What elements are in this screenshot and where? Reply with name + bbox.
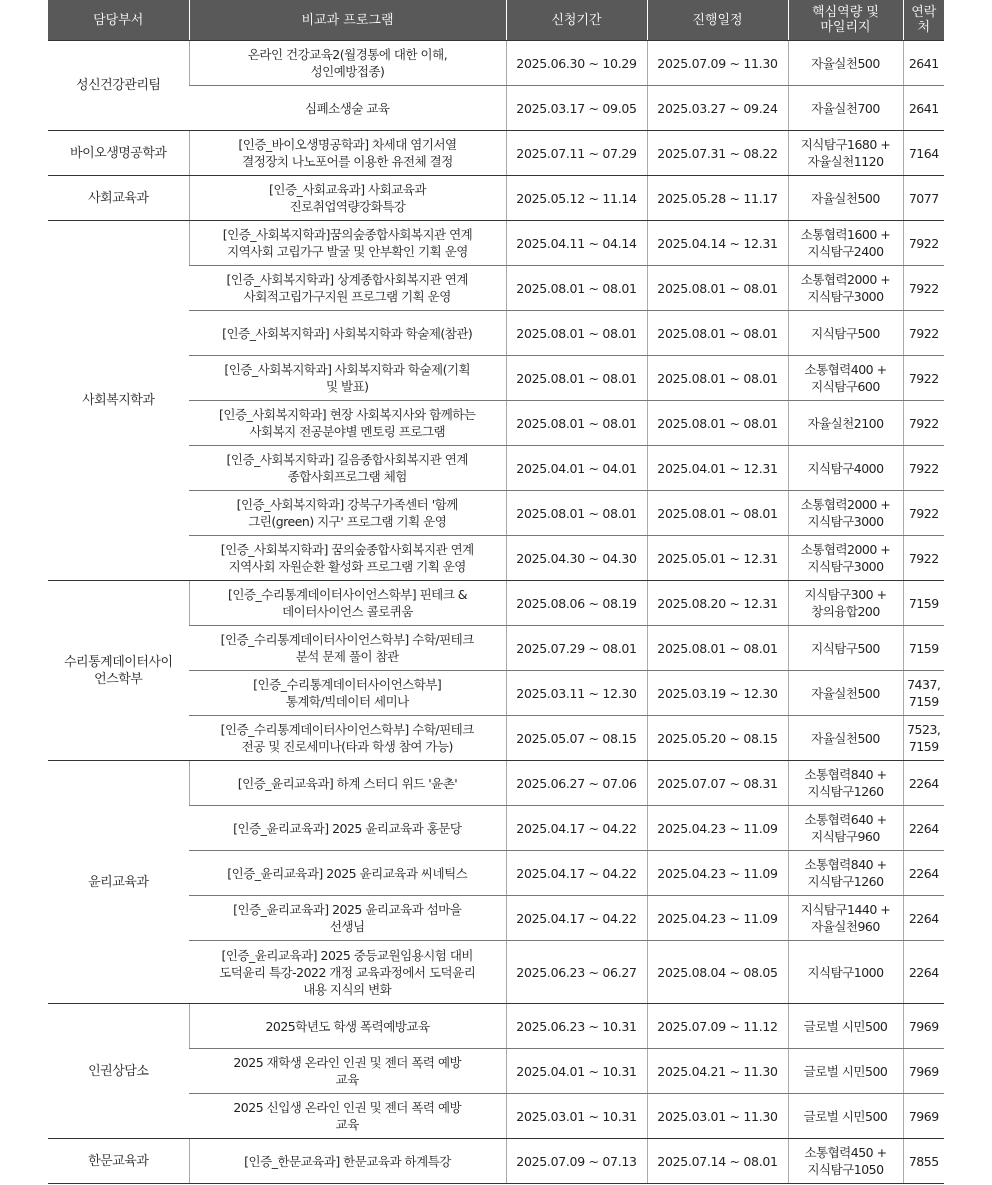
mileage-cell: 소통협력840 + 지식탐구1260 xyxy=(788,851,903,896)
dept-cell: 인권상담소 xyxy=(48,1004,189,1139)
program-cell: [인증_사회복지학과] 현장 사회복지사와 함께하는 사회복지 전공분야별 멘토링 프로그램 xyxy=(189,401,506,446)
program-cell: [인증_한문교육과] 한문교육과 하계특강 xyxy=(189,1139,506,1184)
program-cell: [인증_윤리교육과] 2025 윤리교육과 섬마을 선생님 xyxy=(189,896,506,941)
program-cell: [인증_사회복지학과] 길음종합사회복지관 연계 종합사회프로그램 체험 xyxy=(189,446,506,491)
apply-period-cell: 2025.07.29 ~ 08.01 xyxy=(506,626,647,671)
table-body xyxy=(48,41,944,1184)
contact-cell: 2264 xyxy=(903,896,944,941)
program-table xyxy=(48,0,944,1184)
program-cell: [인증_수리통계데이터사이언스학부] 통계학/빅데이터 세미나 xyxy=(189,671,506,716)
apply-period-cell: 2025.04.17 ~ 04.22 xyxy=(506,806,647,851)
dept-cell: 성신건강관리팀 xyxy=(48,41,189,131)
apply-period-cell: 2025.08.01 ~ 08.01 xyxy=(506,356,647,401)
program-cell: [인증_사회복지학과] 강북구가족센터 '함께 그린(green) 지구' 프로그램 기획 운영 xyxy=(189,491,506,536)
mileage-cell: 소통협력840 + 지식탐구1260 xyxy=(788,761,903,806)
apply-period-cell: 2025.04.17 ~ 04.22 xyxy=(506,896,647,941)
dept-cell: 바이오생명공학과 xyxy=(48,131,189,176)
schedule-cell: 2025.08.04 ~ 08.05 xyxy=(647,941,788,1004)
table-row xyxy=(48,221,944,266)
mileage-cell: 자율실천500 xyxy=(788,176,903,221)
contact-cell: 2264 xyxy=(903,761,944,806)
header-contact: 연락처 xyxy=(903,0,944,41)
mileage-cell: 자율실천500 xyxy=(788,716,903,761)
mileage-cell: 글로벌 시민500 xyxy=(788,1004,903,1049)
mileage-cell: 지식탐구500 xyxy=(788,626,903,671)
contact-cell: 2264 xyxy=(903,851,944,896)
dept-cell: 윤리교육과 xyxy=(48,761,189,1004)
apply-period-cell: 2025.08.01 ~ 08.01 xyxy=(506,266,647,311)
contact-cell: 7922 xyxy=(903,446,944,491)
program-cell: 2025 재학생 온라인 인권 및 젠더 폭력 예방 교육 xyxy=(189,1049,506,1094)
contact-cell: 7523, 7159 xyxy=(903,716,944,761)
contact-cell: 7077 xyxy=(903,176,944,221)
program-cell: [인증_윤리교육과] 2025 윤리교육과 씨네틱스 xyxy=(189,851,506,896)
schedule-cell: 2025.03.27 ~ 09.24 xyxy=(647,86,788,131)
apply-period-cell: 2025.06.23 ~ 06.27 xyxy=(506,941,647,1004)
schedule-cell: 2025.08.01 ~ 08.01 xyxy=(647,266,788,311)
mileage-cell: 소통협력2000 + 지식탐구3000 xyxy=(788,266,903,311)
schedule-cell: 2025.04.23 ~ 11.09 xyxy=(647,806,788,851)
program-cell: 2025학년도 학생 폭력예방교육 xyxy=(189,1004,506,1049)
mileage-cell: 자율실천500 xyxy=(788,671,903,716)
contact-cell: 7855 xyxy=(903,1139,944,1184)
apply-period-cell: 2025.06.30 ~ 10.29 xyxy=(506,41,647,86)
dept-cell: 수리통계데이터사이 언스학부 xyxy=(48,581,189,761)
contact-cell: 2264 xyxy=(903,806,944,851)
schedule-cell: 2025.08.01 ~ 08.01 xyxy=(647,311,788,356)
apply-period-cell: 2025.06.23 ~ 10.31 xyxy=(506,1004,647,1049)
mileage-cell: 소통협력1600 + 지식탐구2400 xyxy=(788,221,903,266)
apply-period-cell: 2025.03.01 ~ 10.31 xyxy=(506,1094,647,1139)
apply-period-cell: 2025.04.30 ~ 04.30 xyxy=(506,536,647,581)
header-schedule: 진행일정 xyxy=(647,0,788,41)
program-cell: [인증_바이오생명공학과] 차세대 염기서열 결정장치 나노포어를 이용한 유전체 결정 xyxy=(189,131,506,176)
apply-period-cell: 2025.08.01 ~ 08.01 xyxy=(506,491,647,536)
apply-period-cell: 2025.03.11 ~ 12.30 xyxy=(506,671,647,716)
mileage-cell: 지식탐구1000 xyxy=(788,941,903,1004)
mileage-cell: 지식탐구1680 + 자율실천1120 xyxy=(788,131,903,176)
contact-cell: 7922 xyxy=(903,311,944,356)
apply-period-cell: 2025.07.09 ~ 07.13 xyxy=(506,1139,647,1184)
table-row xyxy=(48,581,944,626)
program-cell: [인증_수리통계데이터사이언스학부] 수학/핀테크 전공 및 진로세미나(타과 학생 참여 가능) xyxy=(189,716,506,761)
contact-cell: 7922 xyxy=(903,401,944,446)
apply-period-cell: 2025.04.11 ~ 04.14 xyxy=(506,221,647,266)
program-cell: [인증_윤리교육과] 2025 중등교원임용시험 대비 도덕윤리 특강-2022 개정 교육과정에서 도덕윤리 내용 지식의 변화 xyxy=(189,941,506,1004)
apply-period-cell: 2025.05.07 ~ 08.15 xyxy=(506,716,647,761)
contact-cell: 7922 xyxy=(903,221,944,266)
contact-cell: 7164 xyxy=(903,131,944,176)
dept-cell: 사회교육과 xyxy=(48,176,189,221)
table-row xyxy=(48,1139,944,1184)
schedule-cell: 2025.07.07 ~ 08.31 xyxy=(647,761,788,806)
mileage-cell: 지식탐구300 + 창의융합200 xyxy=(788,581,903,626)
schedule-cell: 2025.07.09 ~ 11.30 xyxy=(647,41,788,86)
program-cell: 2025 신입생 온라인 인권 및 젠더 폭력 예방 교육 xyxy=(189,1094,506,1139)
table-row xyxy=(48,176,944,221)
contact-cell: 2264 xyxy=(903,941,944,1004)
dept-cell: 한문교육과 xyxy=(48,1139,189,1184)
mileage-cell: 지식탐구500 xyxy=(788,311,903,356)
contact-cell: 7922 xyxy=(903,356,944,401)
header-apply-period: 신청기간 xyxy=(506,0,647,41)
schedule-cell: 2025.08.20 ~ 12.31 xyxy=(647,581,788,626)
mileage-cell: 소통협력400 + 지식탐구600 xyxy=(788,356,903,401)
schedule-cell: 2025.03.19 ~ 12.30 xyxy=(647,671,788,716)
program-cell: [인증_수리통계데이터사이언스학부] 핀테크 & 데이터사이언스 콜로퀴움 xyxy=(189,581,506,626)
schedule-cell: 2025.04.23 ~ 11.09 xyxy=(647,896,788,941)
mileage-cell: 자율실천500 xyxy=(788,41,903,86)
program-cell: [인증_수리통계데이터사이언스학부] 수학/핀테크 분석 문제 풀이 참관 xyxy=(189,626,506,671)
apply-period-cell: 2025.08.06 ~ 08.19 xyxy=(506,581,647,626)
contact-cell: 7922 xyxy=(903,491,944,536)
contact-cell: 2641 xyxy=(903,41,944,86)
apply-period-cell: 2025.04.17 ~ 04.22 xyxy=(506,851,647,896)
schedule-cell: 2025.08.01 ~ 08.01 xyxy=(647,491,788,536)
program-cell: [인증_사회복지학과] 상계종합사회복지관 연계 사회적고립가구지원 프로그램 기획 운영 xyxy=(189,266,506,311)
apply-period-cell: 2025.04.01 ~ 04.01 xyxy=(506,446,647,491)
contact-cell: 7969 xyxy=(903,1094,944,1139)
header-mileage: 핵심역량 및 마일리지 xyxy=(788,0,903,41)
contact-cell: 7159 xyxy=(903,581,944,626)
mileage-cell: 지식탐구4000 xyxy=(788,446,903,491)
contact-cell: 7159 xyxy=(903,626,944,671)
schedule-cell: 2025.07.09 ~ 11.12 xyxy=(647,1004,788,1049)
mileage-cell: 소통협력450 + 지식탐구1050 xyxy=(788,1139,903,1184)
mileage-cell: 지식탐구1440 + 자율실천960 xyxy=(788,896,903,941)
contact-cell: 7922 xyxy=(903,536,944,581)
program-cell: [인증_사회복지학과] 꿈의숲종합사회복지관 연계 지역사회 자원순환 활성화 프로그램 기획 운영 xyxy=(189,536,506,581)
mileage-cell: 글로벌 시민500 xyxy=(788,1094,903,1139)
contact-cell: 7922 xyxy=(903,266,944,311)
table-row xyxy=(48,131,944,176)
mileage-cell: 자율실천2100 xyxy=(788,401,903,446)
contact-cell: 7437, 7159 xyxy=(903,671,944,716)
contact-cell: 7969 xyxy=(903,1004,944,1049)
program-cell: [인증_사회복지학과]꿈의숲종합사회복지관 연계 지역사회 고립가구 발굴 및 안부확인 기획 운영 xyxy=(189,221,506,266)
table-row xyxy=(48,41,944,86)
apply-period-cell: 2025.07.11 ~ 07.29 xyxy=(506,131,647,176)
schedule-cell: 2025.04.01 ~ 12.31 xyxy=(647,446,788,491)
program-cell: 온라인 건강교육2(월경통에 대한 이해, 성인예방접종) xyxy=(189,41,506,86)
schedule-cell: 2025.07.31 ~ 08.22 xyxy=(647,131,788,176)
program-cell: [인증_사회복지학과] 사회복지학과 학술제(참관) xyxy=(189,311,506,356)
apply-period-cell: 2025.05.12 ~ 11.14 xyxy=(506,176,647,221)
table-row xyxy=(48,761,944,806)
apply-period-cell: 2025.03.17 ~ 09.05 xyxy=(506,86,647,131)
dept-cell: 사회복지학과 xyxy=(48,221,189,581)
contact-cell: 2641 xyxy=(903,86,944,131)
program-cell: [인증_사회교육과] 사회교육과 진로취업역량강화특강 xyxy=(189,176,506,221)
contact-cell: 7969 xyxy=(903,1049,944,1094)
mileage-cell: 글로벌 시민500 xyxy=(788,1049,903,1094)
apply-period-cell: 2025.06.27 ~ 07.06 xyxy=(506,761,647,806)
program-cell: 심폐소생술 교육 xyxy=(189,86,506,131)
schedule-cell: 2025.04.21 ~ 11.30 xyxy=(647,1049,788,1094)
program-cell: [인증_사회복지학과] 사회복지학과 학술제(기획 및 발표) xyxy=(189,356,506,401)
schedule-cell: 2025.08.01 ~ 08.01 xyxy=(647,356,788,401)
mileage-cell: 자율실천700 xyxy=(788,86,903,131)
apply-period-cell: 2025.08.01 ~ 08.01 xyxy=(506,311,647,356)
mileage-cell: 소통협력2000 + 지식탐구3000 xyxy=(788,536,903,581)
apply-period-cell: 2025.04.01 ~ 10.31 xyxy=(506,1049,647,1094)
schedule-cell: 2025.04.23 ~ 11.09 xyxy=(647,851,788,896)
program-cell: [인증_윤리교육과] 하계 스터디 위드 '윤촌' xyxy=(189,761,506,806)
schedule-cell: 2025.05.20 ~ 08.15 xyxy=(647,716,788,761)
program-cell: [인증_윤리교육과] 2025 윤리교육과 홍문당 xyxy=(189,806,506,851)
schedule-cell: 2025.05.01 ~ 12.31 xyxy=(647,536,788,581)
schedule-cell: 2025.08.01 ~ 08.01 xyxy=(647,626,788,671)
apply-period-cell: 2025.08.01 ~ 08.01 xyxy=(506,401,647,446)
schedule-cell: 2025.07.14 ~ 08.01 xyxy=(647,1139,788,1184)
table-header-row xyxy=(48,0,944,41)
schedule-cell: 2025.03.01 ~ 11.30 xyxy=(647,1094,788,1139)
mileage-cell: 소통협력2000 + 지식탐구3000 xyxy=(788,491,903,536)
header-program: 비교과 프로그램 xyxy=(189,0,506,41)
schedule-cell: 2025.04.14 ~ 12.31 xyxy=(647,221,788,266)
table-row xyxy=(48,1004,944,1049)
mileage-cell: 소통협력640 + 지식탐구960 xyxy=(788,806,903,851)
schedule-cell: 2025.05.28 ~ 11.17 xyxy=(647,176,788,221)
header-dept: 담당부서 xyxy=(48,0,189,41)
schedule-cell: 2025.08.01 ~ 08.01 xyxy=(647,401,788,446)
